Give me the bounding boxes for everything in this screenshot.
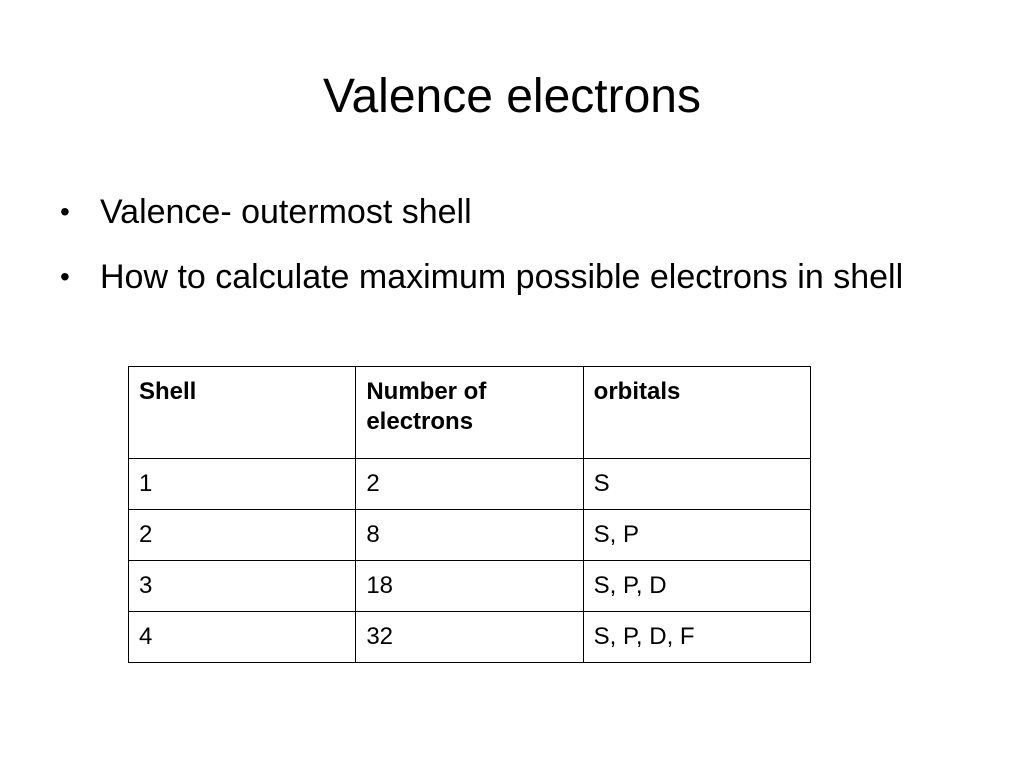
bullet-item — [56, 186, 966, 238]
table-header-row — [129, 367, 811, 459]
bullet-list — [56, 186, 966, 316]
cell-shell: 2 — [129, 510, 356, 561]
cell-orbitals: S, P, D, F — [583, 612, 810, 663]
cell-shell: 4 — [129, 612, 356, 663]
header-number-of-electrons: Number of electrons — [356, 367, 583, 459]
table-row — [129, 561, 811, 612]
shell-table — [128, 366, 811, 663]
bullet-dot-icon: • — [60, 261, 70, 292]
cell-electrons: 8 — [356, 510, 583, 561]
bullet-text: How to calculate maximum possible electrons in shell — [100, 258, 904, 296]
table-row — [129, 510, 811, 561]
header-shell: Shell — [129, 367, 356, 459]
cell-shell: 1 — [129, 459, 356, 510]
header-orbitals: orbitals — [583, 367, 810, 459]
cell-electrons: 32 — [356, 612, 583, 663]
bullet-dot-icon: • — [60, 196, 70, 227]
bullet-item — [56, 251, 966, 303]
cell-orbitals: S — [583, 459, 810, 510]
cell-orbitals: S, P — [583, 510, 810, 561]
cell-orbitals: S, P, D — [583, 561, 810, 612]
cell-electrons: 2 — [356, 459, 583, 510]
slide-title: Valence electrons — [323, 70, 701, 123]
table-row — [129, 459, 811, 510]
cell-electrons: 18 — [356, 561, 583, 612]
table-row — [129, 612, 811, 663]
bullet-text: Valence- outermost shell — [100, 193, 472, 231]
cell-shell: 3 — [129, 561, 356, 612]
